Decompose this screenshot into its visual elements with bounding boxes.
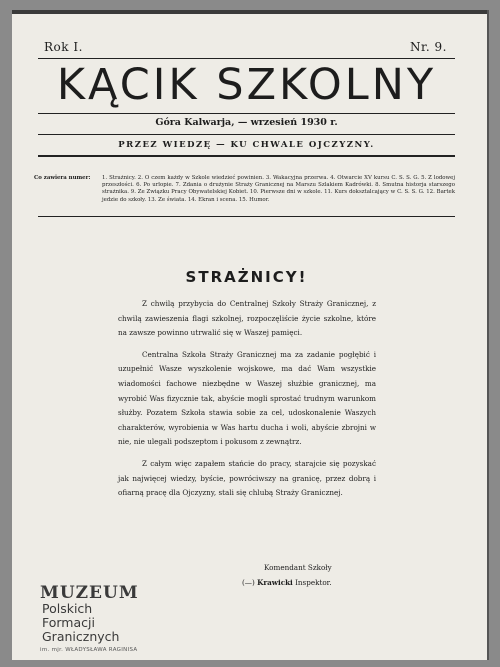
newspaper-page xyxy=(12,10,489,660)
paragraph: Z chwilą przybycia do Centralnej Szkoły Straży Granicznej, z chwilą zawieszenia flagi szkolnej, rozpoczęliście życie szkolne, które na zawsze powinno utrwalić się w Waszej pamięci. xyxy=(118,299,376,338)
divider xyxy=(38,155,455,157)
signature-name: Krawicki xyxy=(257,578,293,587)
article-body xyxy=(118,297,376,508)
divider xyxy=(38,134,455,135)
signature-rank: Inspektor. xyxy=(295,578,332,587)
signature-role: Komendant Szkoły xyxy=(264,563,332,572)
logo-line: Polskich xyxy=(42,601,93,616)
signature-line xyxy=(242,575,382,590)
scan-edge xyxy=(12,10,487,14)
paragraph: Centralna Szkoła Straży Granicznej ma za zadanie pogłębić i uzupełnić Wasze wyszkolenie wojskowe, ma dać Wam wszystkie wiadomości fachowe niezbędne w Waszej służbie granicznej, ma wyrobić Was fizycznie tak, abyście mogli sprostać trudnym warunkom służby. Pozatem Szkoła stawia sobie za cel, udoskonalenie Waszych charakterów, wyrobienia w Was hartu ducha i woli, abyście zbrojni w nie, nie ulegali podszeptom i pokusom z zewnątrz. xyxy=(118,349,376,447)
table-of-contents xyxy=(34,175,455,204)
divider xyxy=(38,113,455,114)
museum-watermark-logo xyxy=(40,585,190,653)
divider xyxy=(38,216,455,217)
toc-label: Co zawiera numer: xyxy=(34,175,91,181)
motto: PRZEZ WIEDZĘ — KU CHWALE OJCZYZNY. xyxy=(118,140,375,150)
divider xyxy=(38,58,455,59)
signature-block xyxy=(242,560,382,590)
article-headline: STRAŻNICY! xyxy=(185,268,308,286)
masthead-title: KĄCIK SZKOLNY xyxy=(56,60,437,110)
logo-line: Formacji xyxy=(42,615,95,630)
logo-foot: im. mjr. WŁADYSŁAWA RAGINISA xyxy=(40,647,138,653)
year-label: Rok I. xyxy=(44,40,83,54)
logo-line: Granicznych xyxy=(42,629,120,644)
paragraph: Z całym więc zapałem stańcie do pracy, starajcie się pozyskać jak najwięcej wiedzy, byście, powróciwszy na granicę, przez dobrą i ofiarną pracę dla Ojczyzny, stali się chlubą Straży Granicznej. xyxy=(118,458,376,498)
signature-prefix: (—) xyxy=(242,578,255,587)
issue-info-row xyxy=(44,40,447,54)
issue-number: Nr. 9. xyxy=(410,40,447,54)
logo-title: MUZEUM xyxy=(40,583,139,603)
toc-text: 1. Strażnicy. 2. O czem każdy w Szkole wiedzieć powinien. 3. Wakacyjna przerwa. 4. Otwarcie XV kursu C. S. S. G. 5. Z lodowej przeszłości. 6. Po urlopie. 7. Zdania o drużynie Straży Granicznej na Marszu Szlakiem Kadrówki. 8. Smutna historja starszego strażnika. 9. Ze Związku Pracy Obywatelskiej Kobiet. 10. Pierwsze dni w szkole. 11. Kurs doksztalcający w C. S. S. G. 12. Bartek jedzie do szkoły. 13. Ze świata. 14. Ekran i scena. 15. Humor. xyxy=(102,175,455,203)
place-date: Góra Kalwarja, — wrzesień 1930 r. xyxy=(155,117,338,128)
